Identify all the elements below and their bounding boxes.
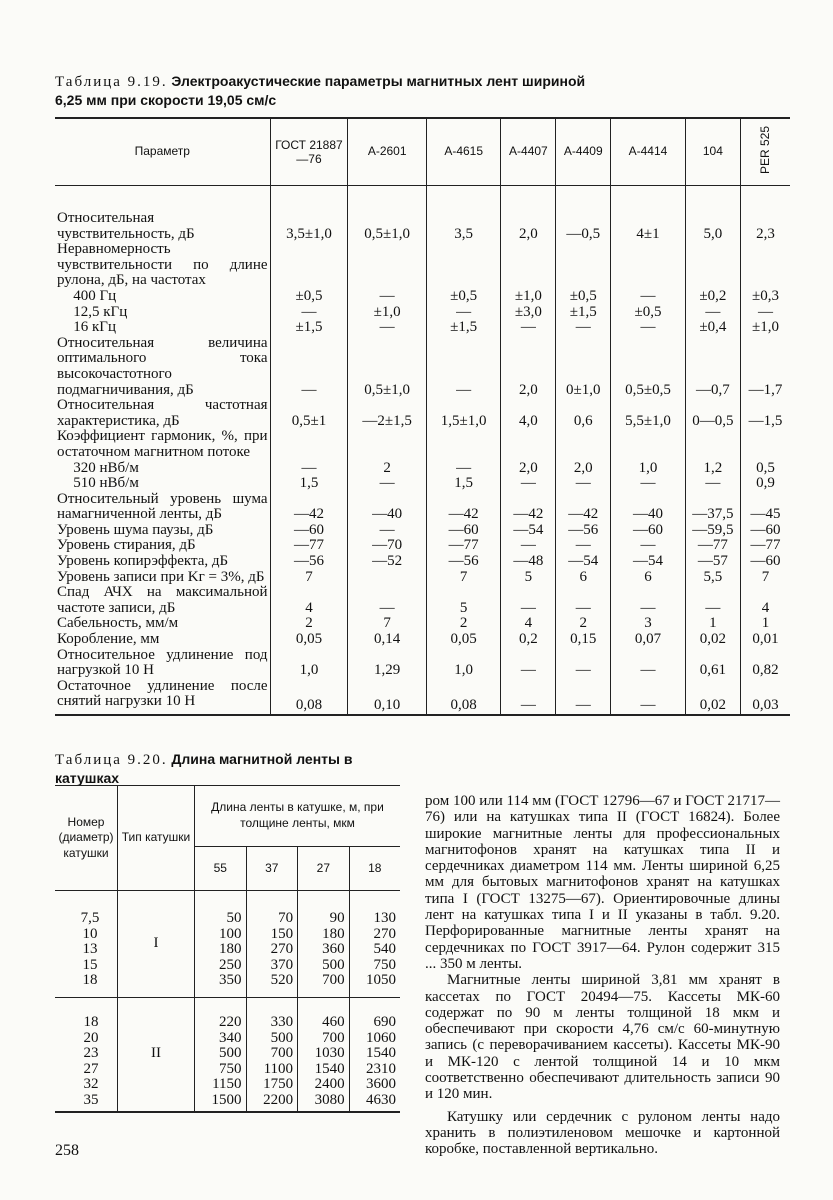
value-cell: 0,02: [685, 632, 740, 648]
table-row: [55, 289, 790, 305]
table-row: [55, 997, 400, 1111]
value-cell: —: [348, 476, 426, 492]
header-thickness-55: 55: [195, 847, 247, 891]
value-cell: —56: [270, 554, 348, 570]
value-cell: —: [348, 585, 426, 616]
column-header-6: А-4414: [611, 118, 686, 186]
value-cell: 0,5±0,5: [611, 336, 686, 398]
value-cell: —2±1,5: [348, 398, 426, 429]
value-cell: —: [501, 648, 556, 679]
value-cell: —60: [270, 523, 348, 539]
table-row: [55, 616, 790, 632]
value-cell: —: [501, 320, 556, 336]
value-cell: [556, 429, 611, 460]
parameter-cell: Остаточное удлинение после снятий нагрузки 10 Н: [55, 679, 270, 715]
value-cell: —42: [501, 492, 556, 523]
value-cell: 4±1: [611, 211, 686, 242]
value-cell: 0,61: [685, 648, 740, 679]
value-cell: ±0,4: [685, 320, 740, 336]
value-cell: —77: [270, 538, 348, 554]
value-cell: 0,02: [685, 679, 740, 715]
value-cell: —: [611, 679, 686, 715]
value-cell: —40: [611, 492, 686, 523]
value-cell: 1,5: [270, 476, 348, 492]
value-cell: 1,2: [685, 461, 740, 477]
table-row: [55, 429, 790, 460]
parameter-cell: Коэффициент гармоник, %, при остаточном магнитном потоке: [57, 428, 268, 460]
table-row: [55, 891, 400, 998]
value-cell: 1: [741, 616, 790, 632]
parameter-cell: 510 нВб/м: [57, 475, 139, 492]
value-cell: 2: [556, 616, 611, 632]
value-cell: —60: [426, 523, 501, 539]
value-cell: 3,5: [426, 211, 501, 242]
parameter-cell: 16 кГц: [57, 319, 116, 336]
value-cell: —: [556, 320, 611, 336]
value-cell: 0,08: [270, 679, 348, 715]
value-cell: 0,15: [556, 632, 611, 648]
paragraph-1: ром 100 или 114 мм (ГОСТ 12796—67 и ГОСТ 21717—76) или на катушках типа II (ГОСТ 16824). Более широкие магнитные ленты для профессиональных магнитофонов хранят на катушках типа II и сердечниках диаметром 114 мм. Ленты шириной 6,25 мм для бытовых магнитофонов хранят на катушках типа I (ГОСТ 13275—67). Ориентировочные длины лент на катушках типа I и II указаны в табл. 9.20. Перфорированные магнитные ленты хранят на сердечниках по ГОСТ 3917—64. Рулон содержит 315 ... 350 м ленты.: [425, 793, 780, 972]
value-cell: —42: [426, 492, 501, 523]
value-cell: —: [348, 289, 426, 305]
table-9-20-title: Длина магнитной ленты в катушках: [55, 751, 353, 786]
value-cell: 7: [426, 570, 501, 586]
value-cell: 6: [556, 570, 611, 586]
value-cell: —: [501, 679, 556, 715]
value-cell: 4: [270, 585, 348, 616]
value-cell: —: [556, 585, 611, 616]
table-row: [55, 679, 790, 715]
value-cell: 1: [685, 616, 740, 632]
value-cell: [685, 429, 740, 460]
value-cell: —: [556, 476, 611, 492]
value-cell: —45: [741, 492, 790, 523]
length-18-group-1: 130 270 540 750 1050: [349, 891, 400, 998]
value-cell: —42: [270, 492, 348, 523]
parameter-cell: Спад АЧХ на максимальной частоте записи, дБ: [57, 584, 268, 616]
header-number: Номер (диаметр) катушки: [55, 786, 118, 891]
length-18-group-2: 690 1060 1540 2310 3600 4630: [349, 997, 400, 1111]
value-cell: 1,0: [270, 648, 348, 679]
value-cell: [426, 242, 501, 289]
value-cell: 0,82: [741, 648, 790, 679]
value-cell: 2: [270, 616, 348, 632]
value-cell: —: [426, 305, 501, 321]
table-9-20-caption: [55, 750, 385, 788]
value-cell: ±1,0: [348, 305, 426, 321]
value-cell: —37,5: [685, 492, 740, 523]
value-cell: —54: [556, 554, 611, 570]
table-9-20: [55, 785, 400, 1113]
value-cell: —56: [426, 554, 501, 570]
value-cell: —60: [741, 523, 790, 539]
value-cell: 0,9: [741, 476, 790, 492]
value-cell: ±3,0: [501, 305, 556, 321]
table-9-19-caption: [55, 72, 615, 110]
value-cell: [611, 429, 686, 460]
column-header-3: А-4615: [426, 118, 501, 186]
value-cell: —: [501, 585, 556, 616]
value-cell: [270, 429, 348, 460]
value-cell: —48: [501, 554, 556, 570]
value-cell: —52: [348, 554, 426, 570]
table-row: [55, 336, 790, 398]
value-cell: —: [501, 538, 556, 554]
value-cell: 0,5±1,0: [348, 336, 426, 398]
value-cell: —77: [685, 538, 740, 554]
value-cell: 0—0,5: [685, 398, 740, 429]
value-cell: 0,6: [556, 398, 611, 429]
value-cell: 1,0: [611, 461, 686, 477]
value-cell: 0,05: [426, 632, 501, 648]
value-cell: —: [685, 476, 740, 492]
header-thickness-37: 37: [246, 847, 298, 891]
value-cell: —: [611, 538, 686, 554]
value-cell: 5,5±1,0: [611, 398, 686, 429]
paragraph-3: Катушку или сердечник с рулоном ленты надо хранить в полиэтиленовом мешочке и картонной коробке, поставленной вертикально.: [425, 1108, 780, 1158]
value-cell: —1,5: [741, 398, 790, 429]
table-row: [55, 461, 790, 477]
value-cell: 5,0: [685, 211, 740, 242]
parameter-cell: Относительная величина оптимального тока высокочастотного подмагничивания, дБ: [57, 334, 268, 398]
value-cell: 4: [741, 585, 790, 616]
value-cell: 3: [611, 616, 686, 632]
value-cell: ±1,0: [741, 320, 790, 336]
value-cell: —60: [741, 554, 790, 570]
value-cell: —56: [556, 523, 611, 539]
value-cell: 0,08: [426, 679, 501, 715]
reel-numbers-group-1: 7,5 10 13 15 18: [80, 910, 100, 989]
value-cell: —: [270, 461, 348, 477]
value-cell: —: [348, 320, 426, 336]
table-row: [55, 398, 790, 429]
value-cell: —57: [685, 554, 740, 570]
value-cell: 5,5: [685, 570, 740, 586]
value-cell: 0,5±1,0: [348, 211, 426, 242]
parameter-cell: 12,5 кГц: [57, 303, 128, 320]
table-row: [55, 538, 790, 554]
value-cell: 2,0: [501, 336, 556, 398]
table-row: [55, 648, 790, 679]
value-cell: [611, 242, 686, 289]
value-cell: —: [556, 648, 611, 679]
reel-numbers-group-2: 18 20 23 27 32 35: [55, 997, 118, 1111]
value-cell: —77: [426, 538, 501, 554]
value-cell: —: [611, 476, 686, 492]
value-cell: 7: [741, 570, 790, 586]
value-cell: 7: [348, 616, 426, 632]
value-cell: [685, 242, 740, 289]
spacer-row: [55, 186, 790, 212]
value-cell: 0,5: [741, 461, 790, 477]
value-cell: 6: [611, 570, 686, 586]
column-header-7: 104: [685, 118, 740, 186]
value-cell: [270, 242, 348, 289]
length-37-group-1: 70 150 270 370 520: [246, 891, 298, 998]
length-27-group-1: 90 180 360 500 700: [298, 891, 350, 998]
value-cell: ±0,3: [741, 289, 790, 305]
table-row: [55, 211, 790, 242]
table-row: [55, 523, 790, 539]
table-row: [55, 476, 790, 492]
parameter-cell: Коробление, мм: [57, 631, 160, 648]
table-row: [55, 585, 790, 616]
value-cell: —59,5: [685, 523, 740, 539]
column-header-8: [741, 118, 790, 186]
column-header-vertical: PER 525: [757, 125, 772, 174]
value-cell: ±0,5: [426, 289, 501, 305]
value-cell: [426, 429, 501, 460]
table-9-19: [55, 117, 790, 716]
value-cell: 0,03: [741, 679, 790, 715]
value-cell: —: [741, 305, 790, 321]
value-cell: 0,10: [348, 679, 426, 715]
value-cell: ±0,5: [611, 305, 686, 321]
value-cell: 0,2: [501, 632, 556, 648]
value-cell: [501, 242, 556, 289]
value-cell: 1,29: [348, 648, 426, 679]
parameter-cell: Относительное удлинение под нагрузкой 10 Н: [57, 646, 268, 679]
value-cell: 0,05: [270, 632, 348, 648]
column-header-1: ГОСТ 21887—76: [270, 118, 348, 186]
value-cell: [741, 429, 790, 460]
value-cell: [556, 242, 611, 289]
value-cell: 4: [501, 616, 556, 632]
column-header-4: А-4407: [501, 118, 556, 186]
value-cell: 1,5: [426, 476, 501, 492]
value-cell: [741, 242, 790, 289]
value-cell: 0±1,0: [556, 336, 611, 398]
parameter-cell: 320 нВб/м: [57, 459, 139, 476]
value-cell: 5: [426, 585, 501, 616]
length-27-group-2: 460 700 1030 1540 2400 3080: [298, 997, 350, 1111]
value-cell: 2,0: [501, 211, 556, 242]
table-9-19-title: Электроакустические параметры магнитных лент шириной 6,25 мм при скорости 19,05 см/с: [55, 73, 586, 108]
parameter-cell: Относительная частотная характеристика, дБ: [57, 397, 268, 429]
reel-type-group-1: I: [118, 891, 195, 998]
value-cell: 0,5±1: [270, 398, 348, 429]
value-cell: ±1,0: [501, 289, 556, 305]
value-cell: ±0,5: [556, 289, 611, 305]
parameter-cell: Сабельность, мм/м: [57, 615, 179, 632]
table-row: [55, 242, 790, 289]
header-length: Длина ленты в катушке, м, при толщине ленты, мкм: [195, 786, 401, 847]
value-cell: 2: [426, 616, 501, 632]
value-cell: —77: [741, 538, 790, 554]
value-cell: —: [611, 289, 686, 305]
value-cell: 3,5±1,0: [270, 211, 348, 242]
value-cell: [348, 570, 426, 586]
value-cell: —: [611, 648, 686, 679]
value-cell: —: [270, 305, 348, 321]
value-cell: 1,5±1,0: [426, 398, 501, 429]
value-cell: —0,5: [556, 211, 611, 242]
value-cell: 0,01: [741, 632, 790, 648]
value-cell: 2,3: [741, 211, 790, 242]
value-cell: —54: [501, 523, 556, 539]
table-row: [55, 320, 790, 336]
column-header-0: Параметр: [55, 118, 270, 186]
value-cell: —60: [611, 523, 686, 539]
value-cell: 4,0: [501, 398, 556, 429]
value-cell: 2,0: [501, 461, 556, 477]
value-cell: —70: [348, 538, 426, 554]
parameter-cell: Уровень шума паузы, дБ: [57, 521, 214, 538]
value-cell: 0,14: [348, 632, 426, 648]
value-cell: —: [556, 538, 611, 554]
value-cell: —: [685, 305, 740, 321]
length-55-group-2: 220 340 500 750 1150 1500: [195, 997, 247, 1111]
value-cell: —: [501, 476, 556, 492]
column-header-5: А-4409: [556, 118, 611, 186]
value-cell: [348, 242, 426, 289]
page-number: 258: [55, 1142, 79, 1159]
table-9-20-label: Таблица 9.20.: [55, 752, 168, 768]
value-cell: —: [270, 336, 348, 398]
header-thickness-18: 18: [349, 847, 400, 891]
value-cell: 7: [270, 570, 348, 586]
value-cell: —: [348, 523, 426, 539]
value-cell: —: [685, 585, 740, 616]
value-cell: 5: [501, 570, 556, 586]
parameter-cell: Относительный уровень шума намагниченной ленты, дБ: [57, 490, 268, 523]
value-cell: —40: [348, 492, 426, 523]
value-cell: 0,07: [611, 632, 686, 648]
parameter-cell: Относительная чувствительность, дБ: [57, 210, 199, 242]
value-cell: ±0,5: [270, 289, 348, 305]
value-cell: —: [426, 336, 501, 398]
value-cell: —: [611, 585, 686, 616]
value-cell: —42: [556, 492, 611, 523]
value-cell: [501, 429, 556, 460]
value-cell: 2,0: [556, 461, 611, 477]
table-row: [55, 632, 790, 648]
parameter-cell: Уровень записи при Kг = 3%, дБ: [57, 568, 265, 585]
parameter-cell: Уровень стирания, дБ: [57, 537, 196, 554]
value-cell: —: [426, 461, 501, 477]
value-cell: —: [556, 679, 611, 715]
body-text: [425, 793, 780, 1158]
value-cell: —: [611, 320, 686, 336]
reel-type-group-2: II: [118, 997, 195, 1111]
parameter-cell: Уровень копирэффекта, дБ: [57, 553, 229, 570]
value-cell: 2: [348, 461, 426, 477]
value-cell: [348, 429, 426, 460]
value-cell: —0,7: [685, 336, 740, 398]
table-header-row: [55, 118, 790, 186]
table-row: [55, 492, 790, 523]
value-cell: ±1,5: [426, 320, 501, 336]
table-9-19-label: Таблица 9.19.: [55, 74, 168, 90]
header-type: Тип катушки: [118, 786, 195, 891]
table-row: [55, 305, 790, 321]
value-cell: —54: [611, 554, 686, 570]
header-thickness-27: 27: [298, 847, 350, 891]
length-37-group-2: 330 500 700 1100 1750 2200: [246, 997, 298, 1111]
column-header-2: А-2601: [348, 118, 426, 186]
paragraph-2: Магнитные ленты шириной 3,81 мм хранят в кассетах по ГОСТ 20494—75. Кассеты МК-60 содержат по 90 м ленты толщиной 18 мкм и обеспечивают при скорости 4,76 см/с 60-минутную запись (с переворачиванием кассеты). Кассеты МК-90 и МК-120 с лентой толщиной 14 и 10 мкм соответственно обеспечивают длительность записи 90 и 120 мин.: [425, 972, 780, 1103]
parameter-cell: 400 Гц: [57, 287, 117, 304]
value-cell: ±1,5: [270, 320, 348, 336]
table-row: [55, 554, 790, 570]
value-cell: 1,0: [426, 648, 501, 679]
value-cell: ±1,5: [556, 305, 611, 321]
table-row: [55, 570, 790, 586]
parameter-cell: Неравномерность чувствительности по длине рулона, дБ, на частотах: [57, 241, 268, 289]
value-cell: —1,7: [741, 336, 790, 398]
value-cell: ±0,2: [685, 289, 740, 305]
length-55-group-1: 50 100 180 250 350: [195, 891, 247, 998]
